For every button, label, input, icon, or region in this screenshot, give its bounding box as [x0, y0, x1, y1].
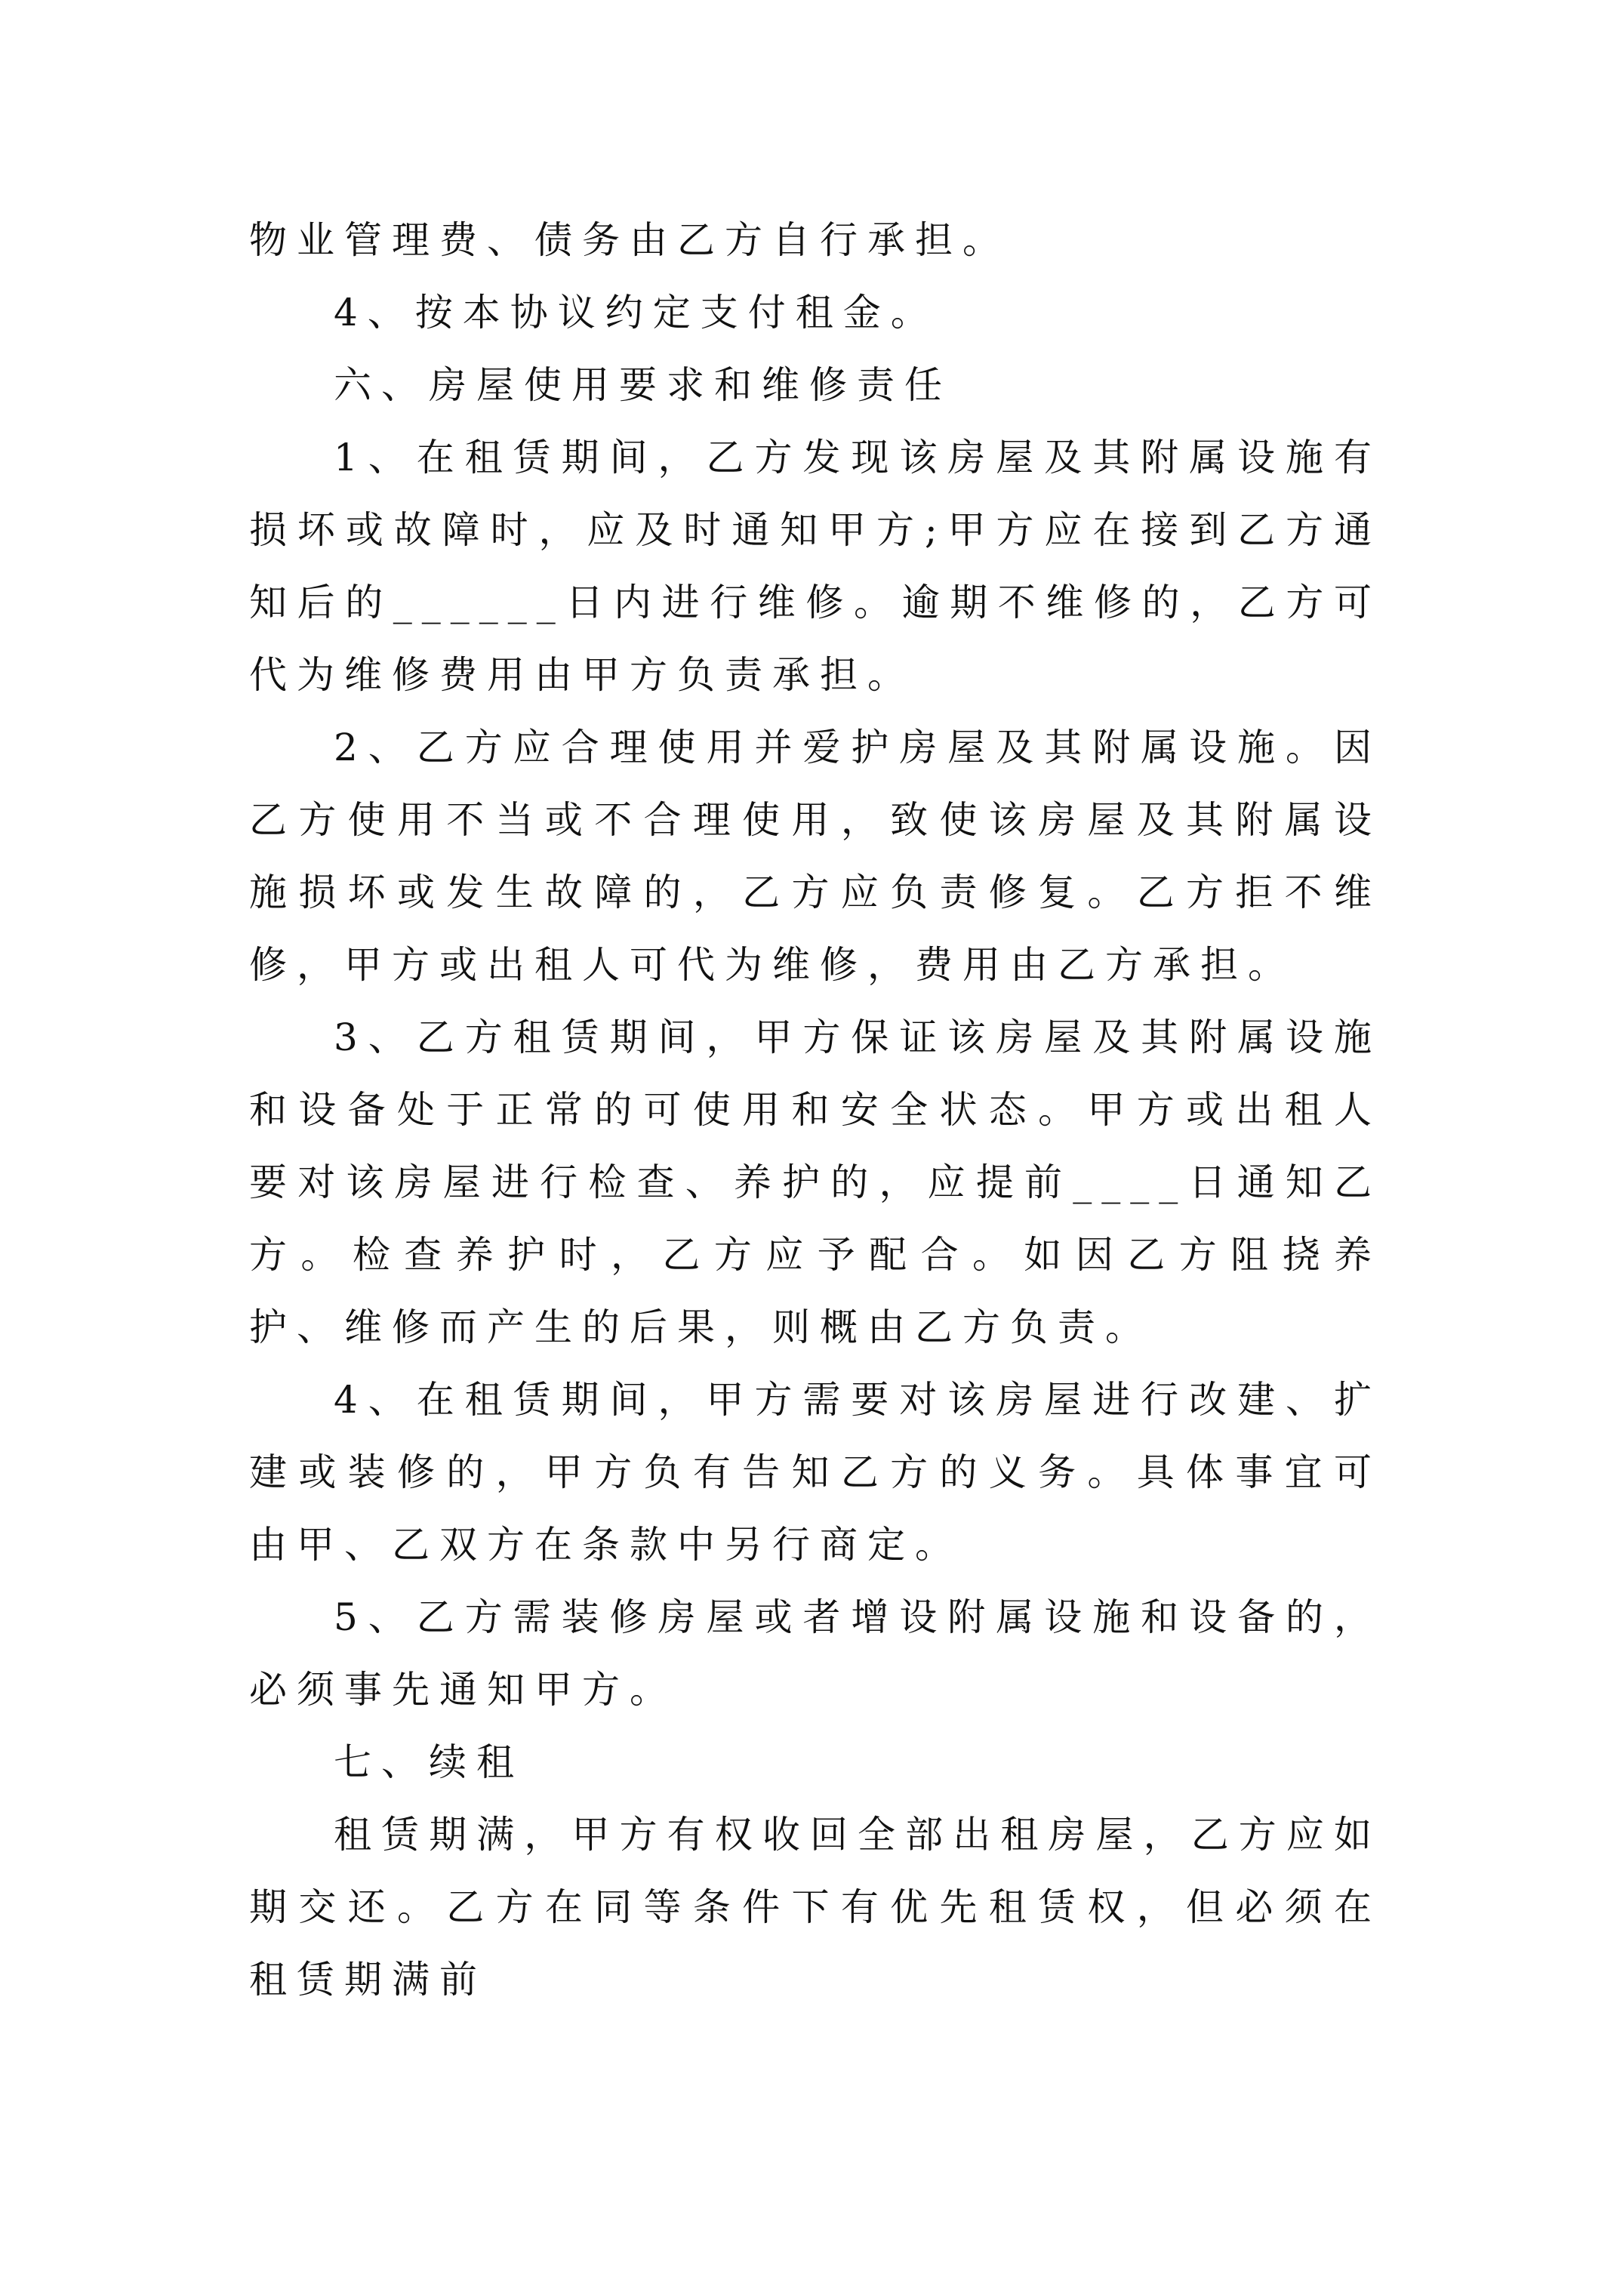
paragraph-clause-6-1: 1、在租赁期间，乙方发现该房屋及其附属设施有损坏或故障时，应及时通知甲方;甲方应在接到乙方通知后的______日内进行维修。逾期不维修的，乙方可代为维修费用由甲方负责承担。	[249, 436, 1381, 697]
paragraph-clause-6-2: 2、乙方应合理使用并爱护房屋及其附属设施。因乙方使用不当或不合理使用，致使该房屋及其附属设施损坏或发生故障的，乙方应负责修复。乙方拒不维修，甲方或出租人可代为维修，费用由乙方承担。	[249, 726, 1381, 987]
paragraph-renewal: 租赁期满，甲方有权收回全部出租房屋，乙方应如期交还。乙方在同等条件下有优先租赁权，但必须在租赁期满前	[249, 1813, 1381, 2002]
paragraph-clause-5-4: 4、按本协议约定支付租金。	[334, 291, 938, 334]
section-heading-7: 七、续租	[334, 1740, 524, 1784]
paragraph-clause-6-4: 4、在租赁期间，甲方需要对该房屋进行改建、扩建或装修的，甲方负有告知乙方的义务。具体事宜可由甲、乙双方在条款中另行商定。	[249, 1378, 1381, 1567]
paragraph-clause-6-5: 5、乙方需装修房屋或者增设附属设施和设备的，必须事先通知甲方。	[249, 1595, 1381, 1712]
paragraph-clause-6-3: 3、乙方租赁期间，甲方保证该房屋及其附属设施和设备处于正常的可使用和安全状态。甲方或出租人要对该房屋进行检查、养护的，应提前____日通知乙方。检查养护时，乙方应予配合。如因乙方阻挠养护、维修而产生的后果，则概由乙方负责。	[249, 1015, 1381, 1349]
section-heading-6: 六、房屋使用要求和维修责任	[334, 363, 952, 407]
paragraph-continuation: 物业管理费、债务由乙方自行承担。	[249, 218, 1010, 262]
document-body	[249, 204, 1381, 2016]
